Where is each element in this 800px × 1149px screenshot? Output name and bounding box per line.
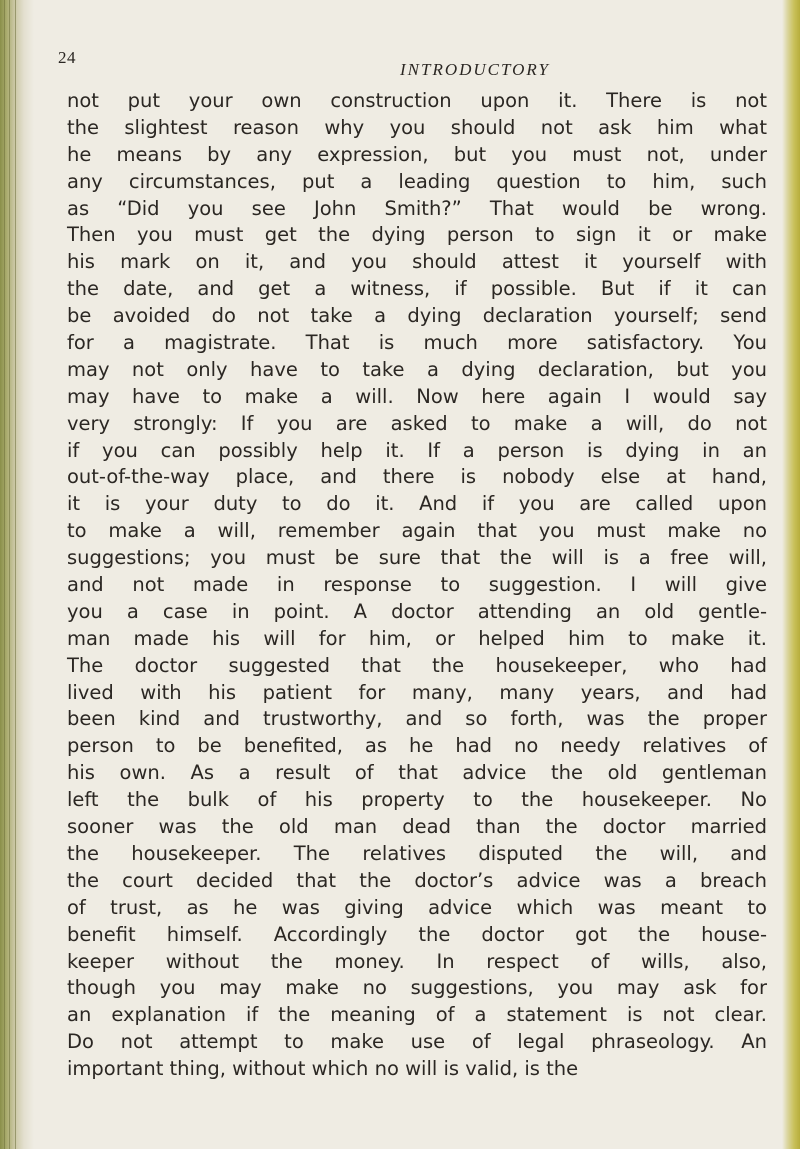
text-line: lived with his patient for many, many years, and had xyxy=(67,680,767,704)
text-line: the date, and get a witness, if possible. But if it can xyxy=(67,277,767,301)
text-line: not put your own construction upon it. There is not xyxy=(67,89,767,112)
text-line: may have to make a will. Now here again I would say xyxy=(67,384,767,408)
text-line: an explanation if the meaning of a statement is not clear. xyxy=(67,1003,767,1027)
text-line: out-of-the-way place, and there is nobody else at hand, xyxy=(67,465,767,489)
text-line: any circumstances, put a leading question to him, such xyxy=(67,169,767,193)
text-line: left the bulk of his property to the housekeeper. No xyxy=(67,788,767,812)
text-line: if you can possibly help it. If a person is dying in an xyxy=(67,438,767,462)
text-line: been kind and trustworthy, and so forth, was the proper xyxy=(67,707,767,731)
text-line: Then you must get the dying person to sign it or make xyxy=(67,223,767,247)
binding-gutter xyxy=(0,0,34,1149)
gutter-rule xyxy=(9,0,10,1149)
text-line: though you may make no suggestions, you may ask for xyxy=(67,976,767,1000)
text-line: it is your duty to do it. And if you are called upon xyxy=(67,492,767,516)
text-line: as “Did you see John Smith?” That would be wrong. xyxy=(67,196,767,220)
text-line: the slightest reason why you should not ask him what xyxy=(67,115,767,139)
text-line: his own. As a result of that advice the old gentleman xyxy=(67,761,767,785)
text-line: The doctor suggested that the housekeeper, who had xyxy=(67,653,767,677)
page-number: 24 xyxy=(58,48,76,67)
text-line: benefit himself. Accordingly the doctor got the house- xyxy=(67,922,767,946)
text-line: for a magistrate. That is much more satisfactory. You xyxy=(67,331,767,355)
text-line: his mark on it, and you should attest it yourself with xyxy=(67,250,767,274)
text-line: and not made in response to suggestion. I will give xyxy=(67,573,767,597)
running-head xyxy=(0,48,800,78)
body-text xyxy=(67,88,767,1083)
text-line: man made his will for him, or helped him to make it. xyxy=(67,626,767,650)
text-line: person to be benefited, as he had no needy relatives of xyxy=(67,734,767,758)
text-line: you a case in point. A doctor attending an old gentle- xyxy=(67,599,767,623)
text-line: Do not attempt to make use of legal phraseology. An xyxy=(67,1030,767,1054)
gutter-rule xyxy=(4,0,5,1149)
text-line: sooner was the old man dead than the doctor married xyxy=(67,815,767,839)
text-line: the court decided that the doctor’s advice was a breach xyxy=(67,868,767,892)
text-line: to make a will, remember again that you must make no xyxy=(67,519,767,543)
page-edge xyxy=(782,0,800,1149)
text-line: may not only have to take a dying declaration, but you xyxy=(67,357,767,381)
text-line: very strongly: If you are asked to make a will, do not xyxy=(67,411,767,435)
text-line: keeper without the money. In respect of wills, also, xyxy=(67,949,767,973)
text-line: be avoided do not take a dying declaration yourself; send xyxy=(67,304,767,328)
text-line: suggestions; you must be sure that the will is a free will, xyxy=(67,546,767,570)
text-line: of trust, as he was giving advice which was meant to xyxy=(67,895,767,919)
gutter-rule xyxy=(15,0,16,1149)
running-head-title: INTRODUCTORY xyxy=(400,60,550,79)
text-line: he means by any expression, but you must not, under xyxy=(67,142,767,166)
text-line: the housekeeper. The relatives disputed the will, and xyxy=(67,841,767,865)
text-line: important thing, without which no will is valid, is the xyxy=(67,1057,579,1081)
